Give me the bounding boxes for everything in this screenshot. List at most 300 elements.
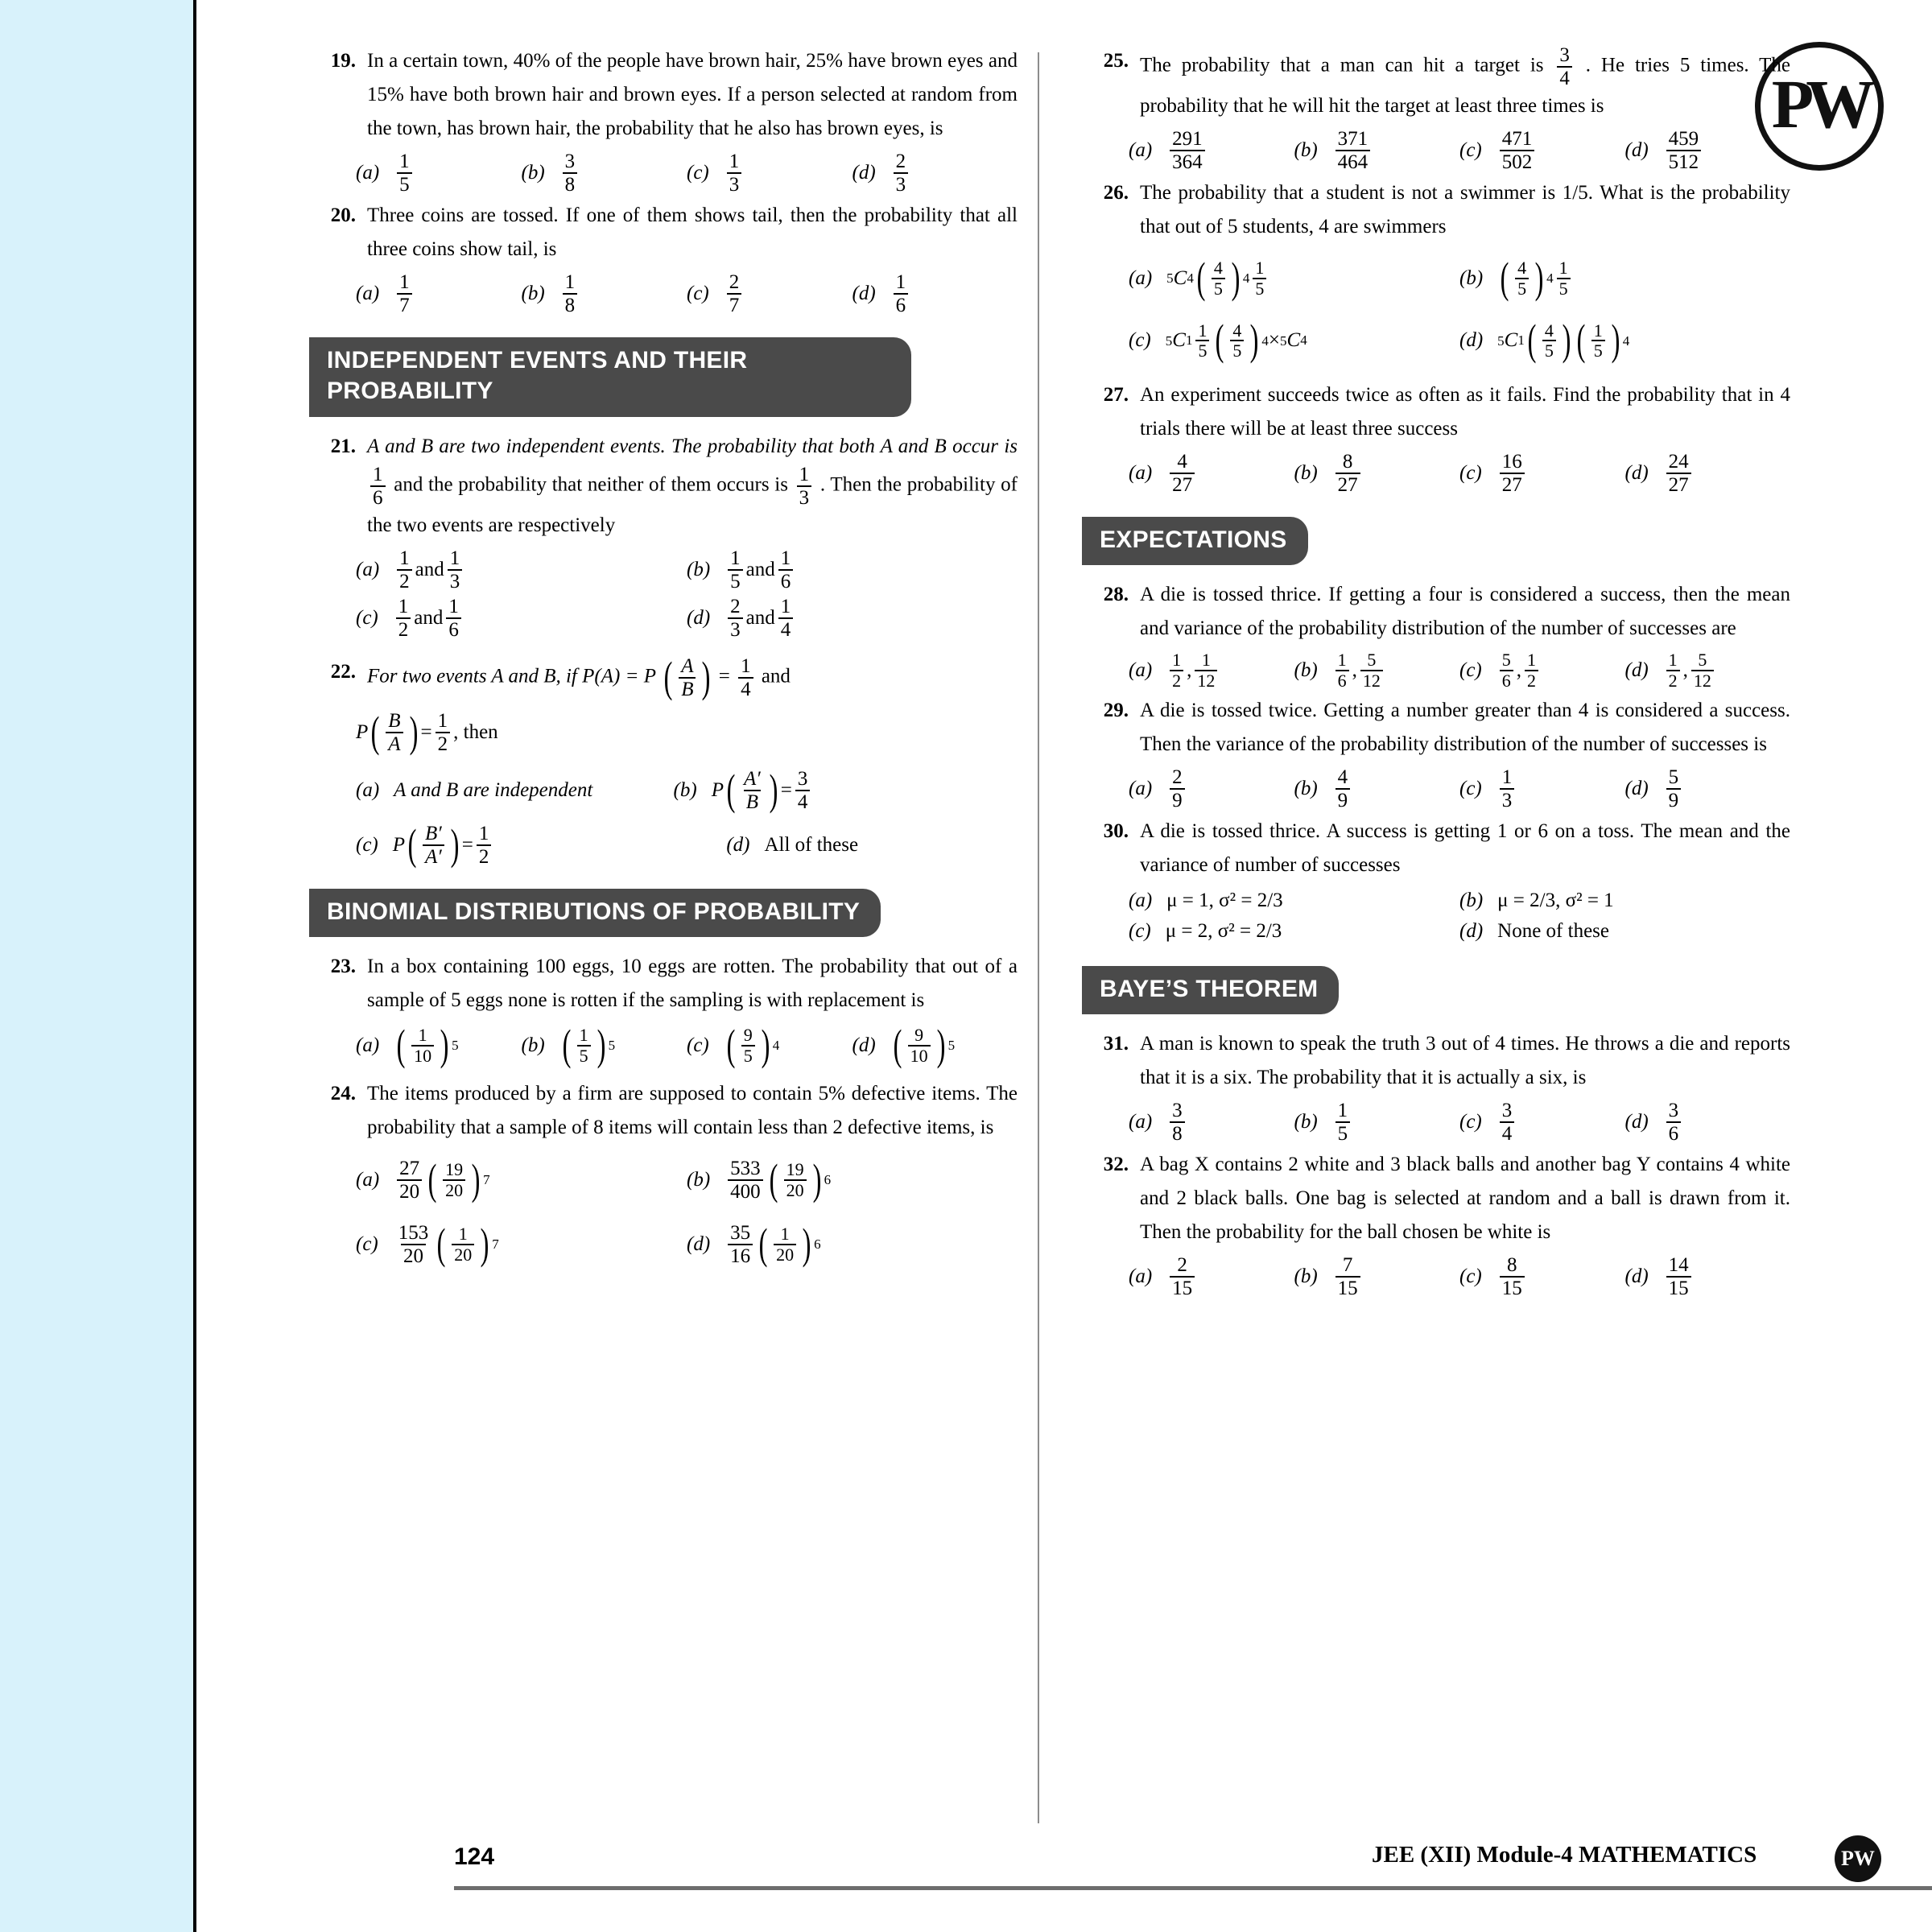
fraction-numerator: 1	[1337, 1100, 1348, 1122]
fraction-numerator: 4	[1337, 766, 1348, 788]
option-value	[1170, 1254, 1195, 1299]
options-24-row2	[356, 1219, 1018, 1268]
option-a[interactable]	[1129, 650, 1294, 691]
q22-expression-2	[356, 707, 1018, 756]
fraction-numerator: 1	[741, 654, 751, 677]
fraction-denominator: 2	[1666, 670, 1680, 691]
option-b[interactable]	[521, 1021, 687, 1070]
option-d[interactable]	[1625, 1100, 1791, 1145]
options-19	[356, 151, 1018, 196]
option-b[interactable]	[687, 1154, 1018, 1203]
fraction-numerator: 14	[1668, 1254, 1689, 1277]
option-a[interactable]	[356, 1154, 687, 1203]
question-number: 24.	[330, 1082, 356, 1104]
option-c[interactable]	[356, 819, 726, 869]
fraction-numerator: 153	[398, 1221, 429, 1244]
fraction-denominator: 5	[397, 172, 412, 196]
option-c[interactable]	[1459, 650, 1625, 691]
option-a[interactable]	[1129, 887, 1459, 914]
combination-superscript: 5	[1497, 332, 1505, 349]
paren-left: (	[726, 765, 736, 814]
option-b[interactable]	[673, 765, 814, 814]
option-a[interactable]	[1129, 451, 1294, 496]
option-fraction-1	[1195, 321, 1209, 361]
option-p: P	[392, 833, 406, 856]
paren-left: (	[436, 1219, 446, 1268]
option-a[interactable]	[1129, 1254, 1294, 1299]
option-d[interactable]	[726, 823, 858, 868]
fraction-denominator: 3	[797, 485, 812, 509]
page-number: 124	[454, 1843, 495, 1870]
option-value	[1170, 1100, 1185, 1145]
option-paren	[1212, 316, 1261, 365]
option-c[interactable]	[687, 271, 852, 316]
option-fraction-2	[448, 547, 463, 592]
fraction-denominator: 5	[728, 569, 743, 592]
option-d[interactable]	[852, 271, 1018, 316]
option-a[interactable]	[1129, 128, 1294, 173]
fraction-denominator: 9	[1666, 788, 1682, 811]
option-fraction-1	[1335, 650, 1349, 691]
option-joiner: and	[745, 558, 775, 580]
question-number: 20.	[330, 204, 356, 226]
question-number: 26.	[1103, 182, 1129, 204]
q22-expr1-value	[738, 655, 753, 700]
option-a[interactable]	[356, 1021, 522, 1070]
options-26-row2	[1129, 316, 1790, 365]
option-c[interactable]	[1459, 1100, 1625, 1145]
option-a[interactable]	[356, 768, 674, 813]
question-31	[1082, 1027, 1790, 1095]
option-b[interactable]	[522, 271, 687, 316]
question-30	[1082, 815, 1790, 882]
options-25	[1129, 128, 1790, 173]
option-label: (a)	[356, 778, 380, 801]
option-joiner: and	[414, 606, 444, 629]
paren-right: )	[936, 1021, 946, 1070]
fraction-numerator: 9	[914, 1025, 924, 1046]
fraction-numerator: 4	[1232, 320, 1242, 341]
fraction-denominator: 5	[1557, 278, 1571, 299]
option-base	[1230, 321, 1244, 361]
fraction-numerator: 1	[1501, 766, 1513, 788]
option-value	[397, 151, 412, 196]
question-text: In a box containing 100 eggs, 10 eggs are rotten. The probability that out of a sample of 5 eggs none is rotten if the sampling is with replacement is	[367, 956, 1018, 1012]
fraction-numerator: 3	[1559, 44, 1570, 66]
fraction-denominator: 27	[1170, 473, 1195, 496]
fraction-numerator: 1	[780, 547, 791, 569]
option-fraction-1	[1500, 650, 1513, 691]
options-30-row2	[1129, 918, 1790, 945]
fraction-numerator: 35	[730, 1221, 751, 1244]
fraction-denominator: 9	[1170, 788, 1185, 811]
section-header-binomial-distributions: BINOMIAL DISTRIBUTIONS OF PROBABILITY	[309, 889, 881, 937]
option-fraction	[577, 1026, 591, 1066]
question-text: The items produced by a firm are supposed to contain 5% defective items. The probability that a sample of 8 items will contain less than 2 defective items, is	[367, 1082, 1018, 1138]
question-20	[309, 199, 1018, 266]
option-b[interactable]	[1294, 650, 1460, 691]
fraction-denominator: A′	[423, 844, 444, 868]
left-column	[309, 44, 1018, 1270]
option-label: (b)	[521, 162, 545, 184]
options-26-row1	[1129, 253, 1790, 302]
fraction-numerator: 1	[1668, 650, 1678, 671]
option-p: P	[711, 778, 724, 801]
fraction-numerator: 1	[895, 271, 906, 293]
fraction-denominator: 20	[784, 1179, 807, 1200]
fraction-numerator: 1	[579, 1025, 588, 1046]
option-b[interactable]	[522, 151, 687, 196]
option-value	[1666, 766, 1682, 811]
option-tail-fraction	[1253, 258, 1266, 299]
section-header-independent-events: INDEPENDENT EVENTS AND THEIR PROBABILITY	[309, 337, 911, 417]
question-number: 22.	[330, 660, 356, 683]
paren-right: )	[1611, 316, 1620, 365]
option-label: (d)	[852, 1034, 876, 1056]
fraction-numerator: 1	[730, 547, 741, 569]
fraction-denominator: 2	[397, 569, 412, 592]
option-fraction-2	[1525, 650, 1538, 691]
paren-right: )	[450, 819, 460, 869]
question-text: A man is known to speak the truth 3 out of 4 times. He throws a die and reports that it is a six. The probability that it is actually a six, is	[1140, 1033, 1790, 1089]
option-fraction-2	[1691, 650, 1714, 691]
option-label: (c)	[1459, 462, 1482, 484]
option-b[interactable]	[687, 547, 1018, 592]
option-label: (d)	[726, 833, 750, 856]
option-d[interactable]	[1625, 766, 1791, 811]
paren-right: )	[471, 1154, 481, 1203]
options-32	[1129, 1254, 1790, 1299]
fraction-numerator: 1	[1527, 650, 1536, 671]
fraction-denominator: 8	[563, 293, 578, 316]
option-value	[1666, 1254, 1691, 1299]
fraction-denominator: 4	[1557, 66, 1572, 89]
option-paren-2	[1574, 316, 1623, 365]
fraction-denominator: 5	[1195, 340, 1209, 361]
fraction-denominator: 20	[452, 1244, 474, 1265]
option-c[interactable]	[1459, 1254, 1625, 1299]
option-d[interactable]	[1459, 918, 1790, 945]
fraction-denominator: 15	[1335, 1276, 1360, 1299]
fraction-denominator: 6	[1500, 670, 1513, 691]
option-text: μ = 2/3, σ² = 1	[1497, 889, 1614, 911]
fraction-denominator: 7	[727, 293, 742, 316]
fraction-numerator: 371	[1337, 128, 1368, 150]
option-a[interactable]	[356, 547, 687, 592]
option-value	[1500, 451, 1525, 496]
option-label: (c)	[687, 283, 709, 304]
question-number: 32.	[1103, 1154, 1129, 1176]
option-c[interactable]	[687, 1021, 852, 1070]
fraction-denominator: 6	[1666, 1121, 1682, 1145]
fraction-numerator: 1	[1201, 650, 1211, 671]
option-paren	[766, 1154, 824, 1203]
fraction-numerator: 2	[895, 151, 906, 172]
paren-right: )	[440, 1021, 449, 1070]
fraction-denominator: 464	[1335, 150, 1371, 173]
q22-expr2-value	[436, 710, 451, 755]
option-label: (c)	[1129, 329, 1151, 352]
option-d[interactable]	[1625, 451, 1791, 496]
option-label: (d)	[852, 162, 876, 184]
combination-superscript: 5	[1166, 270, 1174, 287]
options-28	[1129, 650, 1790, 691]
paren-right: )	[1534, 253, 1544, 302]
fraction-numerator: 4	[1213, 258, 1223, 278]
option-label: (b)	[1294, 659, 1318, 682]
question-number: 29.	[1103, 699, 1129, 721]
options-30-row1	[1129, 887, 1790, 914]
q22-lead: For two events A and B, if	[367, 665, 577, 687]
option-label: (a)	[1129, 139, 1153, 161]
option-b[interactable]	[1294, 1100, 1460, 1145]
fraction-denominator: 20	[774, 1244, 796, 1265]
option-label: (b)	[1459, 266, 1484, 289]
option-d[interactable]	[852, 1021, 1018, 1070]
option-paren	[724, 1021, 773, 1070]
question-number: 27.	[1103, 384, 1129, 406]
question-25	[1082, 44, 1790, 123]
fraction-denominator: 2	[477, 844, 492, 868]
fraction-denominator: 7	[397, 293, 412, 316]
fraction-numerator: 8	[1342, 451, 1353, 473]
fraction-denominator: B	[679, 677, 696, 700]
option-label: (b)	[521, 1034, 545, 1056]
option-value	[1500, 128, 1535, 173]
fraction-numerator: 1	[1255, 258, 1265, 278]
fraction-denominator: 5	[1591, 340, 1605, 361]
option-exponent: 4	[1242, 270, 1250, 287]
option-d[interactable]	[687, 596, 1018, 641]
option-c[interactable]	[1459, 128, 1625, 173]
options-21-row1	[356, 547, 1018, 592]
fraction-numerator: 1	[478, 822, 489, 844]
option-label: (a)	[1129, 1111, 1153, 1133]
option-fraction	[411, 1026, 434, 1066]
option-tail-fraction	[1557, 258, 1571, 299]
option-paren	[890, 1021, 948, 1070]
fraction-denominator: 3	[728, 617, 743, 641]
option-base	[1212, 258, 1225, 299]
fraction-numerator: 1	[449, 547, 460, 569]
option-separator: ,	[1516, 659, 1521, 682]
option-value	[1666, 451, 1691, 496]
option-label: (a)	[356, 1034, 380, 1056]
option-b[interactable]	[1459, 253, 1790, 302]
fraction-numerator: 3	[797, 767, 808, 790]
option-base	[774, 1224, 796, 1265]
fraction-denominator: 27	[1335, 473, 1360, 496]
option-exponent: 4	[1546, 270, 1554, 287]
option-d[interactable]	[687, 1219, 1018, 1268]
column-divider	[1038, 52, 1039, 1823]
fraction-numerator: 1	[799, 463, 810, 485]
paren-left: (	[562, 1021, 572, 1070]
fraction-numerator: 2	[730, 595, 741, 617]
option-fraction-2	[778, 596, 794, 641]
fraction-numerator: 1	[729, 151, 740, 172]
fraction-numerator: 291	[1172, 128, 1203, 150]
option-paren	[434, 1219, 492, 1268]
option-label: (c)	[1459, 659, 1482, 682]
fraction-numerator: 5	[1698, 650, 1707, 671]
question-text: In a certain town, 40% of the people have brown hair, 25% have brown eyes and 15% have both brown hair and brown eyes. If a person selected at random from the town, has brown hair, the probability that he also has brown eyes, is	[367, 50, 1018, 139]
fraction-denominator: 15	[1500, 1276, 1525, 1299]
paren-left: (	[1216, 316, 1224, 365]
question-29	[1082, 694, 1790, 762]
option-base	[443, 1160, 465, 1200]
option-value	[1666, 1100, 1682, 1145]
option-b[interactable]	[1294, 451, 1460, 496]
option-fraction-2	[1195, 650, 1217, 691]
question-text	[367, 430, 1018, 543]
option-c[interactable]	[356, 596, 687, 641]
option-coefficient	[728, 1222, 753, 1267]
fraction-denominator: 20	[397, 1179, 422, 1203]
options-22-row2	[356, 819, 1018, 869]
question-text: A die is tossed twice. Getting a number greater than 4 is considered a success. Then the variance of the probability distribution of the number of successes is	[1140, 699, 1790, 755]
option-a[interactable]	[1129, 1100, 1294, 1145]
options-24-row1	[356, 1154, 1018, 1203]
option-paren	[1497, 253, 1546, 302]
fraction-denominator: 6	[446, 617, 461, 641]
paren-right: )	[409, 707, 418, 756]
option-d[interactable]	[1625, 128, 1791, 173]
fraction-denominator: B	[744, 790, 761, 813]
fraction-denominator: 2	[396, 617, 411, 641]
option-a[interactable]	[1129, 766, 1294, 811]
fraction-denominator: 3	[448, 569, 463, 592]
option-exponent: 6	[824, 1172, 832, 1188]
question-text: Three coins are tossed. If one of them shows tail, then the probability that all three coins show tail, is	[367, 204, 1018, 260]
fraction-numerator: 1	[780, 1223, 790, 1244]
paren-left: (	[663, 652, 673, 701]
option-value	[1335, 451, 1360, 496]
paren-left: (	[1500, 253, 1509, 302]
option-base	[1515, 258, 1529, 299]
fraction-numerator: 1	[458, 1223, 468, 1244]
option-d[interactable]	[1459, 316, 1790, 365]
option-d[interactable]	[1625, 1254, 1791, 1299]
fraction-denominator: 9	[1335, 788, 1351, 811]
option-label: (a)	[1129, 266, 1153, 289]
question-text	[1140, 44, 1790, 123]
fraction-denominator: 4	[778, 617, 794, 641]
option-label: (c)	[1459, 777, 1482, 799]
option-paren	[405, 819, 462, 869]
option-label: (b)	[521, 283, 545, 304]
option-d[interactable]	[1625, 650, 1791, 691]
textbook-page	[193, 0, 1932, 1932]
paren-left: (	[1527, 316, 1537, 365]
fraction-numerator: 459	[1668, 128, 1699, 150]
option-label: (b)	[1294, 462, 1318, 484]
option-c[interactable]	[1129, 316, 1459, 365]
fraction-numerator: 2	[729, 271, 740, 293]
fraction-denominator: 5	[1212, 278, 1225, 299]
option-label: (d)	[1624, 462, 1649, 484]
option-exponent: 5	[452, 1038, 459, 1054]
option-exponent: 5	[947, 1038, 956, 1054]
options-21-row2	[356, 596, 1018, 641]
option-label: (a)	[1129, 777, 1153, 799]
option-exponent: 7	[483, 1172, 490, 1188]
option-text: μ = 1, σ² = 2/3	[1166, 889, 1283, 911]
option-label: (c)	[356, 833, 378, 856]
option-text: μ = 2, σ² = 2/3	[1165, 919, 1282, 942]
option-c[interactable]	[1459, 766, 1625, 811]
question-24	[309, 1077, 1018, 1145]
combination-c: C	[1172, 329, 1186, 352]
option-label: (b)	[1294, 139, 1318, 161]
option-exponent: 4	[1622, 332, 1630, 349]
combination-superscript: 5	[1165, 332, 1173, 349]
option-c[interactable]	[1129, 918, 1459, 945]
option-c[interactable]	[1459, 451, 1625, 496]
option-paren	[756, 1219, 814, 1268]
option-base-1	[1542, 321, 1556, 361]
page-content	[261, 44, 1863, 1815]
paren-right: )	[702, 652, 711, 701]
fraction-denominator: 3	[727, 172, 742, 196]
option-a[interactable]	[356, 271, 522, 316]
fraction-denominator: 5	[741, 1045, 755, 1066]
option-eq: =	[461, 833, 473, 856]
option-value	[563, 151, 578, 196]
section-header-bayes-theorem: BAYE’S THEOREM	[1082, 966, 1339, 1014]
option-b[interactable]	[1294, 128, 1460, 173]
q22-expr2	[356, 707, 498, 756]
fraction-denominator: 5	[577, 1045, 591, 1066]
option-b[interactable]	[1294, 1254, 1460, 1299]
option-c[interactable]	[687, 151, 852, 196]
footer-title: JEE (XII) Module-4 MATHEMATICS	[1372, 1842, 1757, 1868]
option-fraction-1	[1170, 650, 1183, 691]
combination-subscript: 1	[1185, 332, 1193, 349]
option-c[interactable]	[356, 1219, 687, 1268]
fraction-numerator: 1	[399, 547, 410, 569]
q25-part2: . He tries 5 times. The probability that he will hit the target at least three times is	[1140, 54, 1790, 117]
option-eq: =	[780, 778, 792, 801]
option-value	[1170, 766, 1185, 811]
option-a[interactable]	[1129, 253, 1459, 302]
option-label: (c)	[356, 1232, 378, 1255]
option-a[interactable]	[356, 151, 522, 196]
fraction-numerator: 19	[445, 1158, 464, 1179]
option-value	[1500, 766, 1515, 811]
option-b[interactable]	[1294, 766, 1460, 811]
paren-right: )	[597, 1021, 606, 1070]
fraction-denominator: 15	[1170, 1276, 1195, 1299]
option-paren	[394, 1021, 452, 1070]
option-b[interactable]	[1459, 887, 1790, 914]
question-23	[309, 950, 1018, 1018]
option-fraction	[908, 1026, 931, 1066]
fraction-numerator: 1	[1337, 650, 1347, 671]
fraction-denominator: 2	[1170, 670, 1183, 691]
option-d[interactable]	[852, 151, 1018, 196]
option-label: (a)	[1129, 659, 1153, 682]
option-label: (b)	[1294, 1265, 1318, 1288]
fraction-numerator: 27	[399, 1157, 420, 1179]
fraction-numerator: 16	[1501, 451, 1522, 473]
option-fraction	[741, 1026, 755, 1066]
option-fraction-1	[396, 596, 411, 641]
fraction-numerator: 24	[1668, 451, 1689, 473]
option-value	[795, 768, 811, 813]
question-22	[309, 652, 1018, 701]
fraction-numerator: 1	[448, 595, 459, 617]
